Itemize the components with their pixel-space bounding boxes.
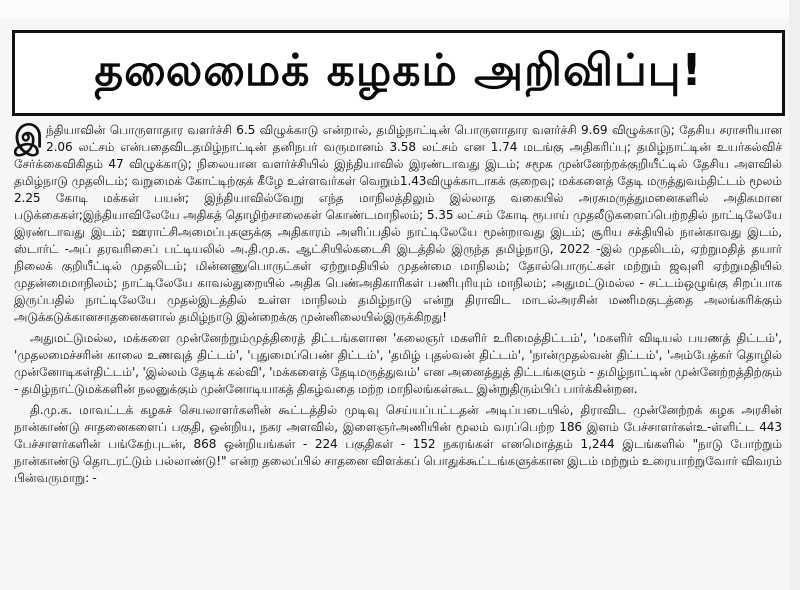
paragraph-1 (14, 122, 782, 326)
headline-box (12, 30, 785, 116)
headline: தலைமைக் கழகம் அறிவிப்பு! (94, 44, 703, 96)
paragraph-3: தி.மு.க. மாவட்டக் கழகச் செயலாளர்களின் கூட்டத்தில் முடிவு செய்யப்பட்டதன் அடிப்படையில், திராவிட முன்னேற்றக் கழக அரசின் நான்காண்டு சாதனைகளைப் பகுதி, ஒன்றிய, நகர அளவில், இளைஞர்அணியின் மூலம் வரப்பெற்ற 186 இளம் பேச்சாளர்கள்உ-ள்ளிட்ட 443 பேச்சாளர்களின் பங்கேற்புடன், 868 ஒன்றியங்கள் - 224 பகுதிகள் - 152 நகரங்கள் எனமொத்தம் 1,244 இடங்களில் "நாடு போற்றும் நான்காண்டு தொடரட்டும் பல்லாண்டு!" என்ற தலைப்பில் சாதனை விளக்கப் பொதுக்கூட்டங்களுக்கான இடம் மற்றும் உரையாற்றுவோர் விவரம் பின்வருமாறு: - (14, 403, 782, 485)
page-edge (789, 0, 800, 590)
top-strip (0, 0, 800, 18)
article-body (14, 122, 782, 584)
drop-cap: இ (14, 122, 44, 155)
paragraph-2: அதுமட்டுமல்ல, மக்களை முன்னேற்றும்முத்திரைத் திட்டங்களான 'கலைஞர் மகளிர் உரிமைத்திட்டம்', 'மகளிர் விடியல் பயணத் திட்டம்', 'முதலமைச்சரின் காலை உணவுத் திட்டம்', 'புதுமைப்பெண் திட்டம்', 'தமிழ் புதல்வன் திட்டம்', 'நான்முதல்வன் திட்டம்', 'அம்பேத்கர் தொழில் முன்னோடிகள்திட்டம்', 'இல்லம் தேடிக் கல்வி', 'மக்களைத் தேடிமருத்துவம்' என அனைத்துத் திட்டங்களும் - தமிழ்நாட்டின் முன்னேற்றத்திற்கும் - தமிழ்நாட்டுமக்களின் நலனுக்கும் முன்னோடியாகத் திகழ்வதை மற்ற மாநிலங்கள்கூட இன்றுதிரும்பிப் பார்க்கின்றன. (14, 331, 782, 396)
paragraph-1-text: ந்தியாவின் பொருளாதார வளர்ச்சி 6.5 விழுக்காடு என்றால், தமிழ்நாட்டின் பொருளாதார வளர்ச்சி 9.69 விழுக்காடு; தேசிய சராசரியான 2.06 லட்சம் என்பதைவிடதமிழ்நாட்டின் தனிநபர் வருமானம் 3.58 லட்சம் என 1.74 மடங்கு அதிகரிப்பு; தமிழ்நாட்டின் உயர்கல்விச் சேர்க்கைவிகிதம் 47 விழுக்காடு; நிலையான வளர்ச்சியில் இந்தியாவில் இரண்டாவது இடம்; சமூக முன்னேற்றக்குறியீட்டில் தேசிய அளவில் தமிழ்நாடு முதலிடம்; வறுமைக் கோட்டிற்குக் கீழே உள்ளவர்கள் வெறும்1.43விழுக்காடாகக் குறைவு; மக்களைத் தேடி மருத்துவம்திட்டம் மூலம் 2.25 கோடி மக்கள் பயன்; இந்தியாவில்வேறு எந்த மாநிலத்திலும் இல்லாத வகையில் அரசுமருத்துமனைகளில் அதிகமான படுக்கைகள்;இந்தியாவிலேயே அதிகத் தொழிற்சாலைகள் கொண்டமாநிலம்; 5.35 லட்சம் கோடி ரூபாய் முதலீடுகளைப்பெற்றதில் நாட்டிலேயே இரண்டாவது இடம்; ஊராட்சிஅமைப்புகளுக்கு அதிகாரம் அளிப்பதில் நாட்டிலேயே மூன்றாவது இடம்; சூரிய சக்தியில் நான்காவது இடம், ஸ்டார்ட் -அப் தரவரிசைப் பட்டியலில் அ.தி.மு.க. ஆட்சியில்கடைசி இடத்தில் இருந்த தமிழ்நாடு, 2022 -இல் முதலிடம், ஏற்றுமதித் தயார் நிலைக் குறியீட்டில் முதலிடம்; மின்னணுபொருட்கள் ஏற்றுமதியில் முதன்மை மாநிலம்; தோல்பொருட்கள் மற்றும் ஜவுளி ஏற்றுமதியில் முதன்மைமாநிலம்; நாட்டிலேயே காவல்துறையில் அதிக பெண்அதிகாரிகள் பணிபுரியும் மாநிலம்; அதுமட்டுமல்ல - சட்டம்ஒழுங்கு சிறப்பாக இருப்பதில் நாட்டிலேயே முதல்இடத்தில் உள்ள மாநிலம் தமிழ்நாடு என்று திராவிட மாடல்அரசின் மணிமகுடத்தை அலங்கரிக்கும் அடுக்கடுக்கானசாதனைகளால் தமிழ்நாடு இன்றைக்கு முன்னிலையில்இருக்கிறது! (14, 123, 782, 324)
